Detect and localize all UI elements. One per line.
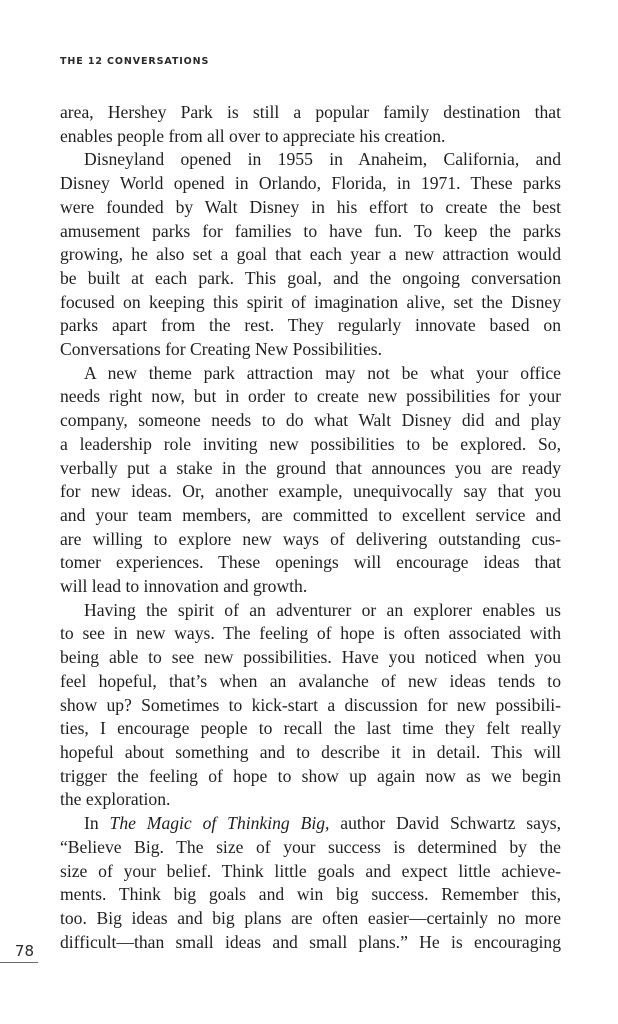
text-line: will lead to innovation and growth. (60, 576, 308, 597)
text-line: difficult—than small ideas and small plans.” He is encouraging (60, 931, 561, 952)
text-line: to see in new ways. The feeling of hope is often associated with (60, 623, 561, 644)
text-line: size of your belief. Think little goals and expect little achieve- (60, 860, 561, 881)
text-line: and your team members, are committed to excellent service and (60, 504, 561, 525)
text-line (60, 812, 561, 836)
text-line: feel hopeful, that’s when an avalanche of new ideas tends to (60, 670, 561, 691)
text-line: be built at each park. This goal, and the ongoing conversation (60, 267, 561, 288)
text-line: show up? Sometimes to kick-start a discussion for new possibili- (60, 694, 561, 715)
running-head: THE 12 CONVERSATIONS (60, 56, 210, 67)
text-line: Disneyland opened in 1955 in Anaheim, California, and (84, 149, 561, 170)
body-text (60, 101, 561, 954)
text-line: “Believe Big. The size of your success is determined by the (60, 836, 561, 857)
text-line: focused on keeping this spirit of imagination alive, set the Disney (60, 291, 561, 312)
text-line: too. Big ideas and big plans are often easier—certainly no more (60, 907, 561, 928)
text-line: area, Hershey Park is still a popular family destination that (60, 102, 561, 122)
text-line: enables people from all over to appreciate his creation. (60, 125, 446, 146)
text-line: are willing to explore new ways of delivering outstanding cus- (60, 528, 561, 549)
page-number: 78 (14, 942, 34, 960)
text-segment: author David Schwartz says, (329, 813, 561, 834)
text-line: parks apart from the rest. They regularly innovate based on (60, 315, 561, 336)
text-line: amusement parks for families to have fun. To keep the parks (60, 220, 561, 241)
text-line: company, someone needs to do what Walt Disney did and play (60, 410, 561, 431)
text-line: ties, I encourage people to recall the last time they felt really (60, 718, 561, 739)
text-line: a leadership role inviting new possibilities to be explored. So, (60, 433, 561, 454)
text-line: hopeful about something and to describe it in detail. This will (60, 741, 561, 762)
text-line: the exploration. (60, 789, 171, 810)
text-line: tomer experiences. These openings will encourage ideas that (60, 552, 561, 573)
text-line: being able to see new possibilities. Have you noticed when you (60, 647, 561, 668)
text-line: growing, he also set a goal that each year a new attraction would (60, 244, 561, 265)
folio (0, 942, 38, 963)
text-line: ments. Think big goals and win big success. Remember this, (60, 884, 561, 905)
text-line: Disney World opened in Orlando, Florida, in 1971. These parks (60, 173, 561, 194)
text-line: for new ideas. Or, another example, unequivocally say that you (60, 481, 561, 502)
text-line: Conversations for Creating New Possibilities. (60, 339, 383, 360)
text-line: Having the spirit of an adventurer or an explorer enables us (84, 599, 561, 620)
text-line: trigger the feeling of hope to show up again now as we begin (60, 765, 561, 786)
text-line: verbally put a stake in the ground that announces you are ready (60, 457, 561, 478)
book-title: The Magic of Thinking Big, (109, 813, 330, 834)
text-line: were founded by Walt Disney in his effort to create the best (60, 196, 561, 217)
text-line: needs right now, but in order to create new possibilities for your (60, 386, 561, 407)
text-segment: In (84, 813, 110, 834)
text-line: A new theme park attraction may not be what your office (84, 362, 561, 383)
